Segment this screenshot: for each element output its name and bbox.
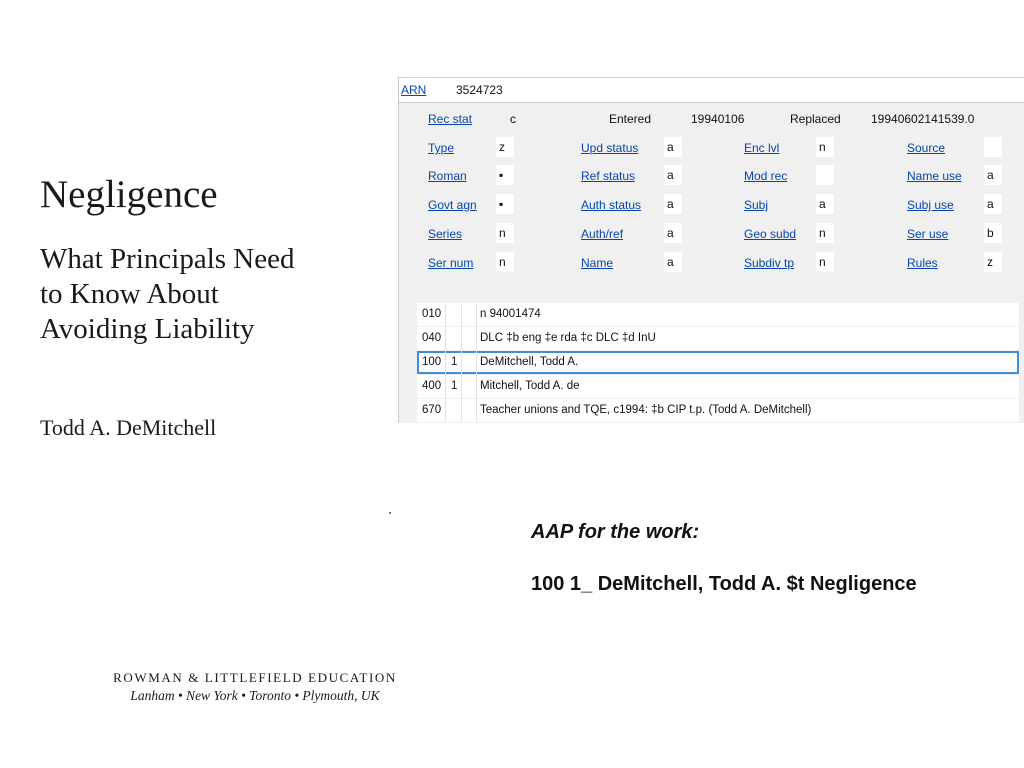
ser-num-field[interactable]: n [496,252,514,272]
geo-subd-link[interactable]: Geo subd [744,227,797,241]
variable-fields-table [417,303,1019,423]
enc-lvl-field[interactable]: n [816,137,834,157]
entered-label: Entered [609,112,652,126]
type-link[interactable]: Type [428,141,455,155]
field-indicator: 1 [451,380,458,392]
ref-status-field[interactable]: a [664,165,682,185]
govt-agn-field[interactable]: ▪ [496,194,514,214]
mod-rec-field[interactable] [816,165,834,185]
upd-status-field[interactable]: a [664,137,682,157]
rec-stat-link[interactable]: Rec stat [428,112,473,126]
subj-field[interactable]: a [816,194,834,214]
table-row[interactable] [417,375,1019,398]
table-row[interactable] [417,303,1019,326]
ser-use-field[interactable]: b [984,223,1002,243]
ser-num-link[interactable]: Ser num [428,256,474,270]
ser-use-link[interactable]: Ser use [907,227,949,241]
book-author: Todd A. DeMitchell [40,415,217,440]
aap-value: 100 1_ DeMitchell, Todd A. $t Negligence [531,573,917,595]
subdiv-tp-link[interactable]: Subdiv tp [744,256,795,270]
name-field[interactable]: a [664,252,682,272]
arn-bar [399,77,1024,103]
field-content: Teacher unions and TQE, c1994: ‡b CIP t.p. (Todd A. DeMitchell) [480,404,812,416]
field-content: Mitchell, Todd A. de [480,380,580,392]
type-field[interactable]: z [496,137,514,157]
roman-field[interactable]: ▪ [496,165,514,185]
book-subtitle-line: What Principals Need [40,243,295,275]
auth-status-field[interactable]: a [664,194,682,214]
book-subtitle-line: Avoiding Liability [40,313,255,345]
subj-use-field[interactable]: a [984,194,1002,214]
arn-value: 3524723 [456,83,503,97]
table-row[interactable] [417,327,1019,350]
publisher-places: Lanham • New York • Toronto • Plymouth, UK [130,688,380,703]
upd-status-link[interactable]: Upd status [581,141,639,155]
entered-value: 19940106 [691,112,745,126]
subdiv-tp-field[interactable]: n [816,252,834,272]
enc-lvl-link[interactable]: Enc lvl [744,141,780,155]
rules-field[interactable]: z [984,252,1002,272]
field-tag: 670 [422,404,442,416]
dot-mark [389,512,391,514]
name-use-link[interactable]: Name use [907,169,962,183]
table-row-selected[interactable] [417,351,1019,374]
arn-link[interactable]: ARN [401,83,427,97]
name-use-field[interactable]: a [984,165,1002,185]
publisher-block [105,670,405,704]
subj-use-link[interactable]: Subj use [907,198,954,212]
govt-agn-link[interactable]: Govt agn [428,198,477,212]
table-row[interactable] [417,399,1019,422]
ref-status-link[interactable]: Ref status [581,169,636,183]
auth-status-link[interactable]: Auth status [581,198,642,212]
book-subtitle-line: to Know About [40,278,219,310]
authority-record-panel [398,77,1024,423]
field-content: DeMitchell, Todd A. [480,356,579,368]
aap-heading: AAP for the work: [531,521,700,543]
subj-link[interactable]: Subj [744,198,769,212]
auth-ref-link[interactable]: Auth/ref [581,227,624,241]
source-link[interactable]: Source [907,141,946,155]
rec-stat-value: c [510,112,516,126]
field-indicator: 1 [451,356,458,368]
series-link[interactable]: Series [428,227,463,241]
field-tag: 010 [422,308,442,320]
series-field[interactable]: n [496,223,514,243]
book-subtitle [40,242,370,347]
geo-subd-field[interactable]: n [816,223,834,243]
field-tag: 400 [422,380,442,392]
auth-ref-field[interactable]: a [664,223,682,243]
replaced-label: Replaced [790,112,841,126]
publisher-name: ROWMAN & LITTLEFIELD EDUCATION [113,670,397,685]
field-tag: 100 [422,356,442,368]
rules-link[interactable]: Rules [907,256,938,270]
field-tag: 040 [422,332,442,344]
roman-link[interactable]: Roman [428,169,467,183]
field-content: n 94001474 [480,308,541,320]
name-link[interactable]: Name [581,256,614,270]
book-title: Negligence [40,173,218,216]
replaced-value: 19940602141539.0 [871,112,975,126]
source-field[interactable] [984,137,1002,157]
field-content: DLC ‡b eng ‡e rda ‡c DLC ‡d InU [480,332,656,344]
mod-rec-link[interactable]: Mod rec [744,169,788,183]
